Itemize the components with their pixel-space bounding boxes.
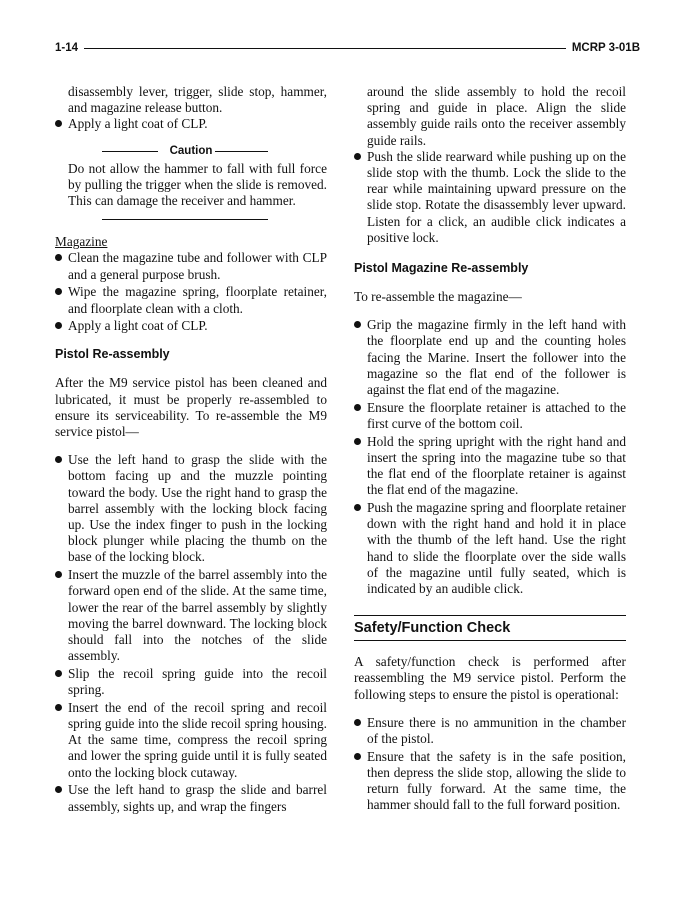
- list-item: Ensure the floorplate retainer is attached to the first curve of the bottom coil.: [354, 400, 626, 432]
- list-item: Use the left hand to grasp the slide with the bottom facing up and the muzzle pointing toward the body. Use the right hand to grasp the barrel assembly with the locking block facing up. Use the index finger to push in the locking block plunger while placing the thumb on the base of the locking block.: [55, 452, 327, 565]
- bullet-icon: [55, 786, 62, 793]
- list-item: Push the magazine spring and floorplate retainer down with the right hand and hold it in place with the thumb of the left hand. Use the right hand to slide the floorplate over the side walls of the magazine until fully seated, which is indicated by an audible click.: [354, 500, 626, 597]
- list-item: Insert the muzzle of the barrel assembly into the forward open end of the slide. At the same time, lower the rear of the barrel assembly by slightly moving the barrel downward. The locking block should fall into the notches of the slide assembly.: [55, 567, 327, 664]
- bullet-icon: [354, 753, 361, 760]
- magazine-reassembly-list: [354, 317, 626, 597]
- continued-text: around the slide assembly to hold the recoil spring and guide in place. Align the slide assembly guide rails onto the receiver assembly guide rails.: [367, 84, 626, 148]
- caution-label: Caution: [169, 144, 213, 157]
- bullet-icon: [354, 321, 361, 328]
- bullet-icon: [55, 120, 62, 127]
- page-number: 1-14: [55, 41, 84, 55]
- caution-header: [55, 143, 327, 161]
- list-item: Ensure that the safety is in the safe position, then depress the slide stop, allowing the slide to return fully forward. At the same time, the hammer should fall to the full forward position.: [354, 749, 626, 814]
- slide-list: [354, 149, 626, 246]
- left-column: [55, 84, 327, 816]
- bullet-icon: [354, 504, 361, 511]
- list-item: Slip the recoil spring guide into the recoil spring.: [55, 666, 327, 698]
- bullet-icon: [55, 288, 62, 295]
- list-item: Hold the spring upright with the right hand and insert the spring into the magazine tube so that the flat end of the floorplate retainer is against the flat end of the magazine.: [354, 434, 626, 499]
- pistol-reassembly-heading: Pistol Re-assembly: [55, 347, 170, 362]
- bullet-icon: [354, 719, 361, 726]
- list-item: Wipe the magazine spring, floorplate retainer, and floorplate clean with a cloth.: [55, 284, 327, 316]
- bullet-icon: [55, 322, 62, 329]
- magazine-reassembly-intro: To re-assemble the magazine—: [354, 289, 522, 305]
- bullet-icon: [55, 704, 62, 711]
- list-item: Clean the magazine tube and follower with CLP and a general purpose brush.: [55, 250, 327, 282]
- caution-text: Do not allow the hammer to fall with full force by pulling the trigger when the slide is removed. This can damage the receiver and hammer.: [68, 160, 327, 209]
- page-header: [55, 41, 640, 55]
- list-item: Grip the magazine firmly in the left hand with the floorplate end up and the counting holes facing the Marine. Insert the follower into the magazine so the flat end of the follower is against the flat end of the magazine.: [354, 317, 626, 398]
- bullet-icon: [55, 571, 62, 578]
- section-rule-bottom: [354, 640, 626, 641]
- pistol-reassembly-intro: After the M9 service pistol has been cleaned and lubricated, it must be properly re-assembled to ensure its serviceability. To re-assemble the M9 service pistol—: [55, 375, 327, 440]
- safety-check-heading: Safety/Function Check: [354, 620, 511, 637]
- bullet-icon: [354, 404, 361, 411]
- list-item: Insert the end of the recoil spring and recoil spring guide into the slide recoil spring housing. At the same time, compress the recoil spring and lower the spring guide until it is fully seated onto the locking block cutaway.: [55, 700, 327, 781]
- caution-end-rule: [102, 219, 268, 220]
- header-rule: [55, 48, 640, 49]
- list-item: Apply a light coat of CLP.: [55, 116, 327, 132]
- safety-check-intro: A safety/function check is performed after reassembling the M9 service pistol. Perform the following steps to ensure the pistol is operational:: [354, 654, 626, 702]
- magazine-reassembly-heading: Pistol Magazine Re-assembly: [354, 261, 529, 276]
- bullet-icon: [55, 456, 62, 463]
- continued-text: disassembly lever, trigger, slide stop, hammer, and magazine release button.: [68, 84, 327, 116]
- clp-list: [55, 116, 327, 132]
- magazine-heading: Magazine: [55, 234, 108, 250]
- section-rule-top: [354, 615, 626, 616]
- publication-id: MCRP 3-01B: [566, 41, 640, 55]
- bullet-icon: [55, 254, 62, 261]
- pistol-reassembly-list: [55, 452, 327, 814]
- bullet-icon: [354, 438, 361, 445]
- list-item: Use the left hand to grasp the slide and barrel assembly, sights up, and wrap the fingers: [55, 782, 327, 814]
- safety-check-list: [354, 715, 626, 814]
- list-item: Apply a light coat of CLP.: [55, 318, 327, 334]
- bullet-icon: [55, 670, 62, 677]
- list-item: Ensure there is no ammunition in the chamber of the pistol.: [354, 715, 626, 747]
- bullet-icon: [354, 153, 361, 160]
- magazine-list: [55, 250, 327, 334]
- list-item: Push the slide rearward while pushing up on the slide stop with the thumb. Lock the slide to the rear while maintaining upward pressure on the slide stop. Rotate the disassembly lever upward. Listen for a click, an audible click indicates a positive lock.: [354, 149, 626, 246]
- right-column: [354, 84, 626, 815]
